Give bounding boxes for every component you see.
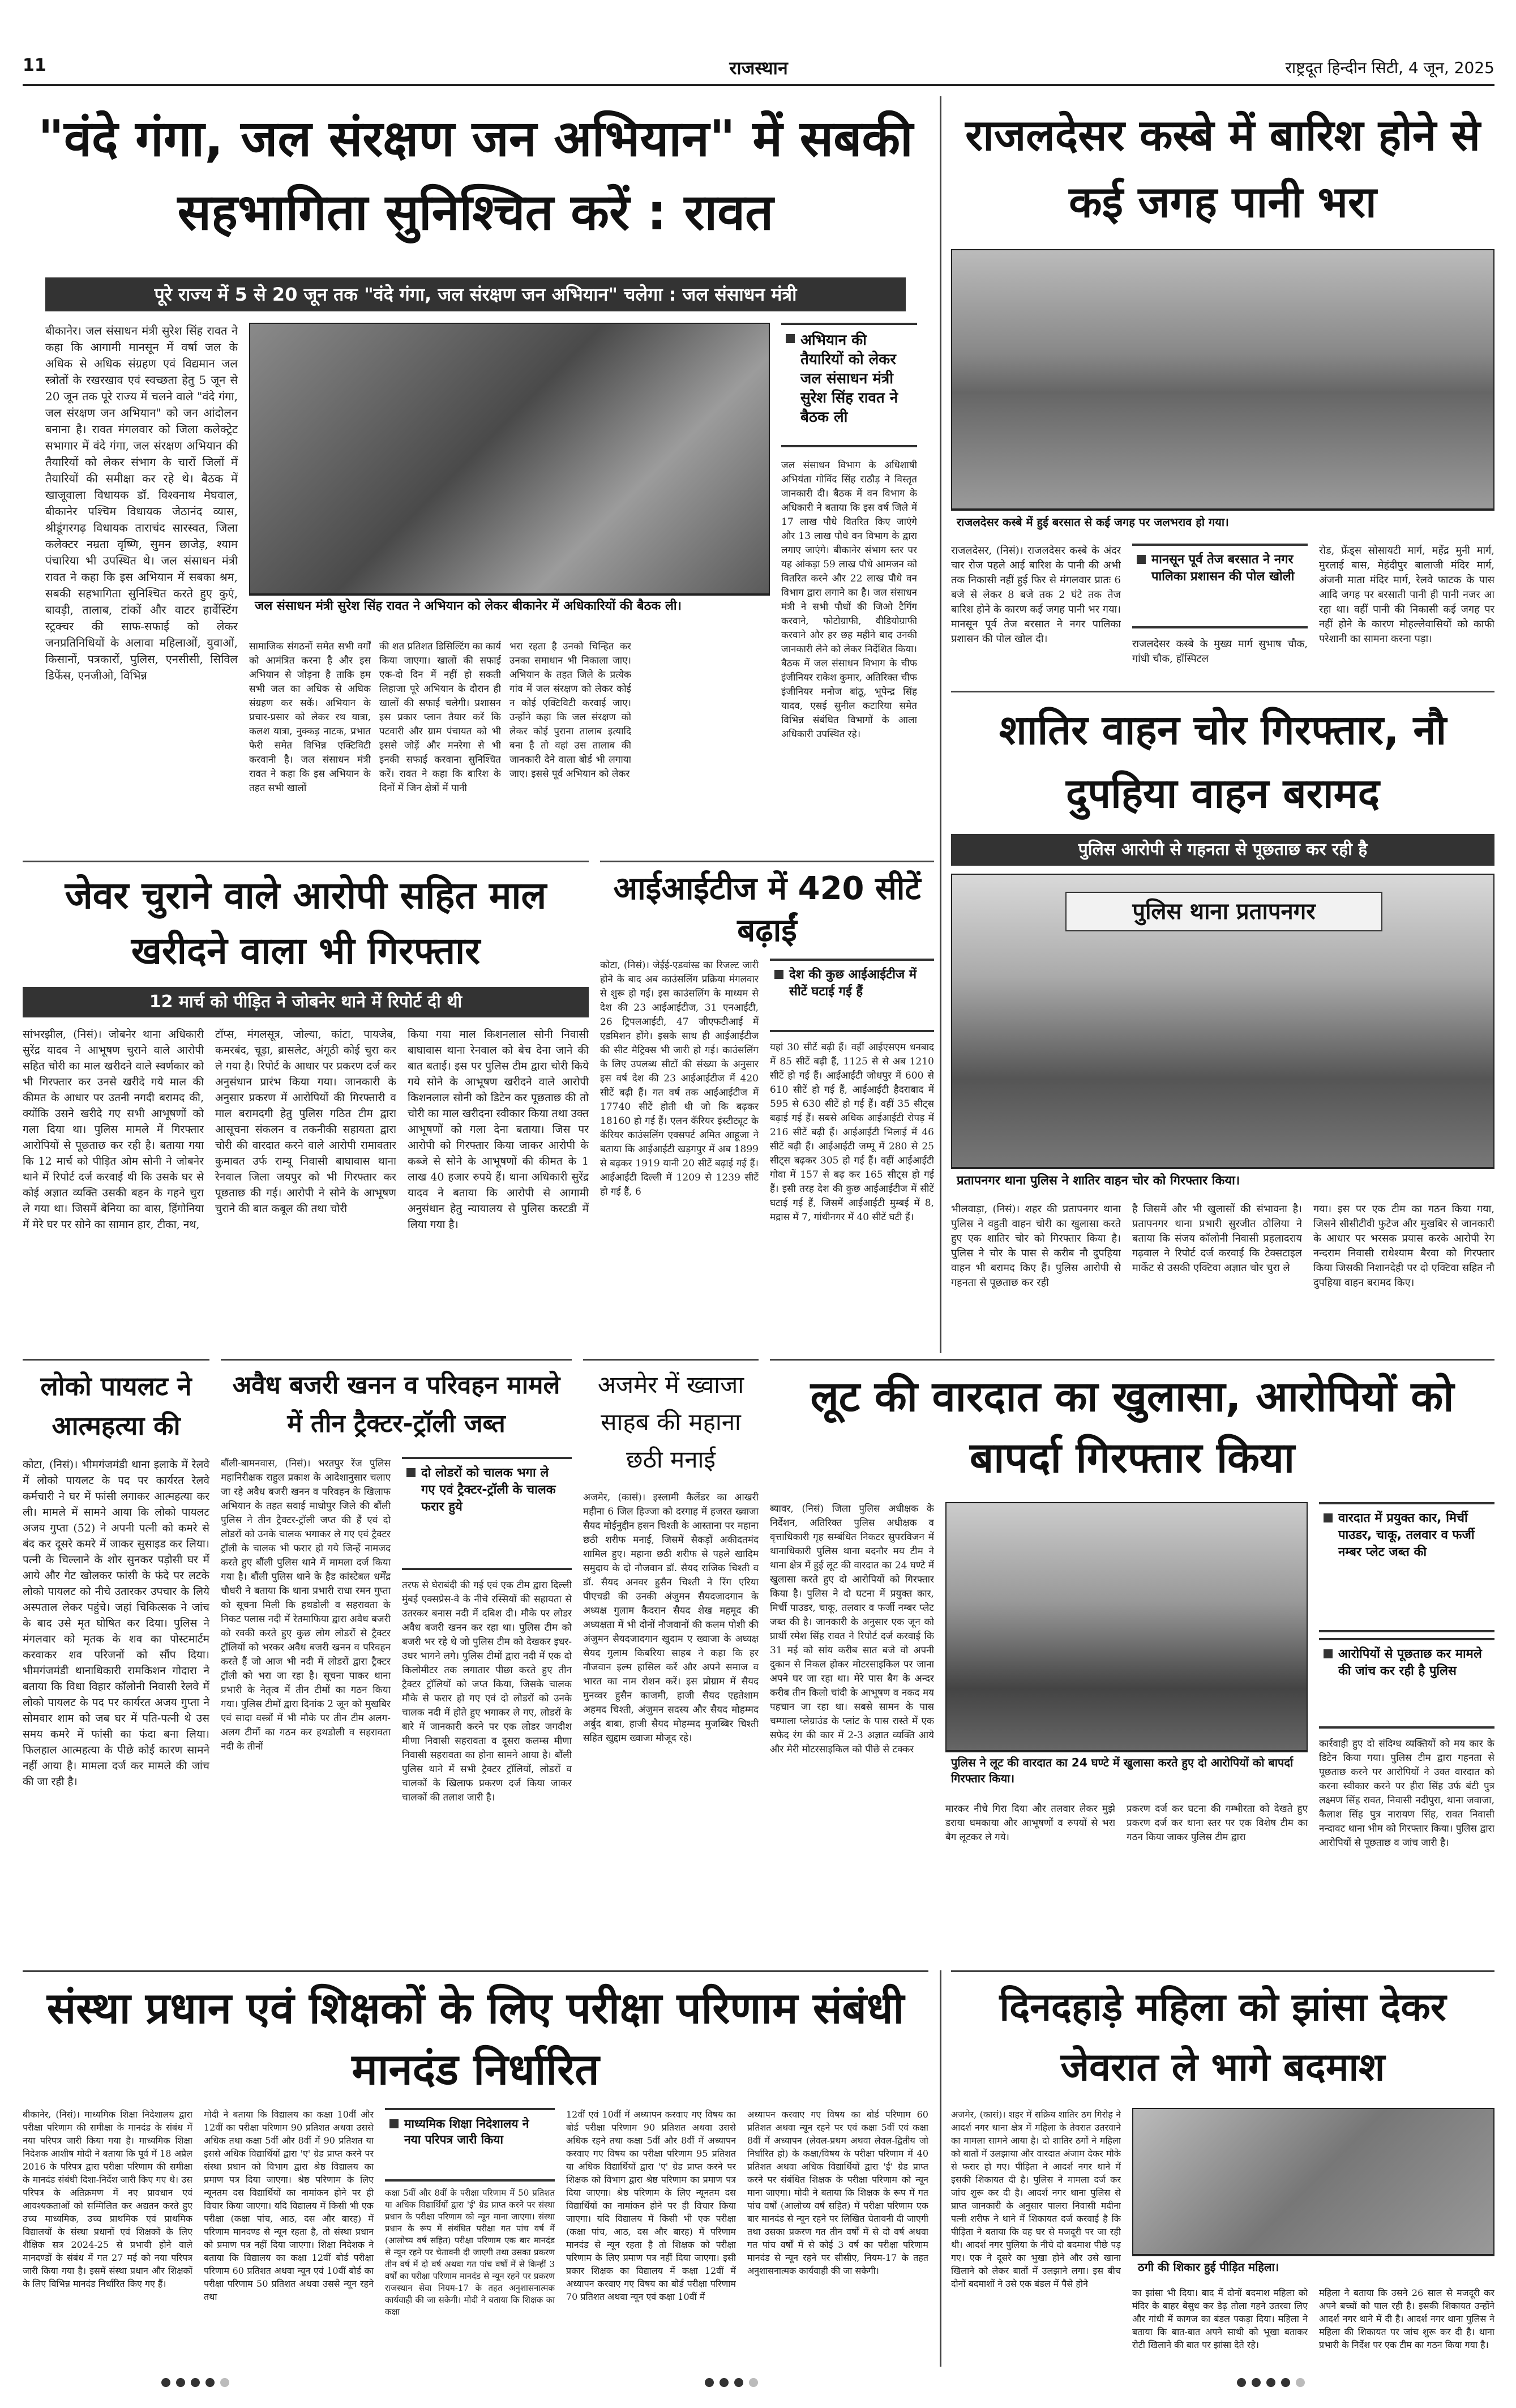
- pull-quote-text: मानसून पूर्व तेज बरसात ने नगर पालिका प्रशासन की पोल खोली: [1151, 553, 1295, 584]
- article-column: कोटा, (निसं)। जेईई-एडवांस्ड का रिजल्ट जारी होने के बाद अब काउंसलिंग प्रक्रिया मंगलवार से शुरू हो गई। इस काउंसलिंग के माध्यम से देश की 23 आईआईटीज, 31 एनआईटी, 26 ट्रिपलआईटी, 47 जीएफटीआई में एडमिशन होंगे। इसके साथ ही आईआईटीज की सीट मैट्रिक्स भी जारी हो गई। काउंसलिंग के लिए उपलब्ध सीटों की संख्या के अनुसार इस वर्ष देश की 23 आईआईटीज में 420 सीटें बढ़ी हैं। गत वर्ष तक आईआईटीज में 17740 सीटें होती थी जो कि बढ़कर 18160 हो गई हैं। एलन कॅरियर इंस्टीट्यूट के कॅरियर काउंसलिंग एक्सपर्ट अमित आहूजा ने बताया कि आईआईटी खड़गपुर में अब 1899 से बढ़कर 1919 यानी 20 सीटें बढ़ाई गई हैं। आईआईटी दिल्ली में 1209 से 1239 सीटें हो गई हैं, 6: [600, 960, 759, 1197]
- article-column: गया। इस पर एक टीम का गठन किया गया, जिसने सीसीटीवी फुटेज और मुखबिर से जानकारी के आधार पर भरसक प्रयास करके आरोपी रेग नन्दराम निवासी राधेश्याम बैरवा को गिरफ्तार किया जिसकी निशानदेही पर दो एक्टिवा सहित नौ दुपहिया वाहन बरामद किए।: [1313, 1203, 1494, 1289]
- article-column: राजलदेसर कस्बे के मुख्य मार्ग सुभाष चौक, गांधी चौक, हॉस्पिटल: [1132, 638, 1308, 665]
- article-column: भरा रहता है उनको चिन्हित कर उनका समाधान भी निकाला जाए। अभियान के तहत जिले के प्रत्येक गांव में जल संरक्षण को लेकर कोई न कोई एक्टिविटी करवाई जाए। उन्होंने कहा कि जल संरक्षण को लेकर कोई पुराना तालाब इत्यादि बना है तो वहां उस तालाब की जानकारी देने वाला बोर्ड भी लगाया जाए। इससे पूर्व अभियान को लेकर: [509, 641, 631, 780]
- article-column: अध्यापन करवाए गए विषय का बोर्ड परिणाम 60 प्रतिशत अथवा न्यून रहने पर एवं कक्षा 5वीं एवं कक्षा 8वीं में अध्यापन (लेवल-प्रथम अथवा लेवल-द्वितीय जो निर्धारित हो) के कक्षा/विषय के परीक्षा परिणाम में 40 प्रतिशत अथवा अधिक विद्यार्थियों द्वारा 'ई' ग्रेड प्राप्त करने पर संबंधित शिक्षक के परीक्षा परिणाम को न्यून माना जाएगा। मोदी ने बताया कि शिक्षक के रूप में गत पांच वर्षों (आलोच्य वर्ष सहित) में परीक्षा परिणाम एक बार मानदंड से न्यून रहने पर लिखित चेतावनी दी जाएगी तथा उसका प्रकरण गत तीन वर्षों में से दो वर्ष अथवा गत पांच वर्षों में से कोई 3 वर्ष का परीक्षा परिणाम मानदंड से न्यून रहने पर सीसीए, नियम-17 के तहत अनुशासनात्मक कार्यवाही की जा सकेगी।: [747, 2109, 928, 2276]
- article-column: सामाजिक संगठनों समेत सभी वर्गों को आमंत्रित करना है और इस अभियान से जोड़ना है ताकि हम सभी जल का अधिक से अधिक संग्रहण कर सकें। अभियान के प्रचार-प्रसार को लेकर रथ यात्रा, कलश यात्रा, नुक्कड़ नाटक, प्रभात फेरी समेत विभिन्न एक्टिविटी करवानी है। जल संसाधन मंत्री रावत ने कहा कि इस अभियान के तहत सभी खालों: [249, 641, 371, 794]
- article-column: रोड, फ्रेंड्स सोसायटी मार्ग, महेंद्र मुनी मार्ग, मुरलाई बास, मेहंदीपुर बालाजी मंदिर मार्ग, अंजनी माता मंदिर मार्ग, रेलवे फाटक के पास आदि जगह पर बरसाती पानी ही पानी नजर आ रहा था। वहीं पानी की निकासी कई जगह पर नहीं होने के कारण मोहल्लेवासियों को काफी परेशानी का सामना करना पड़ा।: [1319, 545, 1494, 645]
- bullet-square-icon: [1324, 1649, 1333, 1658]
- article-column: कोटा, (निसं)। भीमगंजमंडी थाना इलाके में रेलवे में लोको पायलट के पद पर कार्यरत रेलवे कर्मचारी ने घर में फांसी लगाकर आत्महत्या कर ली। मामले में सामने आया कि लोको पायलट अजय गुप्ता (52) ने अपनी पत्नी को कमरे से बंद कर दूसरे कमरे में जाकर सुसाइड कर लिया। पत्नी के चिल्लाने के शोर सुनकर पड़ोसी घर में आये और गेट खोलकर फांसी के फंदे पर लटके लोको पायलट को नीचे उतारकर उपचार के लिये अस्पताल लेकर पहुंचे। जहां चिकित्सक ने जांच के बाद उसे मृत घोषित कर दिया। पुलिस ने मंगलवार को मृतक के शव का पोस्टमार्टम करवाकर शव परिजनों को सौंप दिया। भीमगंजमंडी थानाधिकारी रामकिशन गोदारा ने बताया कि विधा विहार कॉलोनी निवासी रेलवे में लोको पायलट के पद पर कार्यरत अजय गुप्ता ने सोमवार शाम को जब घर में पति-पत्नी थे उस समय कमरे में फांसी का फंदा बना लिया। फिलहाल आत्महत्या के पीछे कोई कारण सामने नहीं आया है। मामला दर्ज कर मामले की जांच की जा रही है।: [23, 1459, 209, 1788]
- article-vehicle-thief: [951, 691, 1494, 1353]
- footer-dots-left: [159, 2378, 272, 2395]
- article-loco-pilot: [23, 1359, 209, 1965]
- article-column: की शत प्रतिशत डिसिल्टिंग का कार्य किया जाएगा। खालों की सफाई एक-दो दिन में नहीं हो सकती लिहाजा पूरे अभियान के दौरान ही खालों की सफाई चलेगी। प्रशासन इस प्रकार प्लान तैयार करें कि पटवारी और ग्राम पंचायत को भी इससे जोड़ें और मनरेगा से भी इनकी सफाई करवाना सुनिश्चित करें। रावत ने कहा कि बारिश के दिनों में जिन क्षेत्रों में पानी: [379, 641, 501, 794]
- article-column: यहां 30 सीटें बढ़ी हैं। वहीं आईएसएम धनबाद में 85 सीटें बढ़ी हैं, 1125 से से अब 1210 सीटें हो गई हैं। आईआईटी जोधपुर में 600 से 610 सीटें हो गई हैं, आईआईटी हैदराबाद में 595 से 630 सीटें हो गई हैं। वहीं 35 सीट्स बढ़ाई गई हैं। सबसे अधिक आईआईटी रोपड़ में 216 सीटें बढ़ी हैं। आईआईटी भिलाई में 46 सीटें बढ़ी हैं। आईआईटी जम्मू में 280 से 25 सीट्स बढ़कर 305 हो गई हैं। वहीं आईआईटी गोवा में 157 से बढ़ कर 165 सीट्स हो गई हैं। इसी तरह देश की कुछ आईआईटीज में सीटें घटाई गई हैं, जिसमें आईआईटी मुम्बई में 8, मद्रास में 7, गांधीनगर में 40 सीटें घटी हैं।: [770, 1042, 934, 1223]
- article-ajmer-chhati: [583, 1359, 759, 1965]
- footer-dots-right: [1234, 2378, 1347, 2395]
- article-column: कक्षा 5वीं और 8वीं के परीक्षा परिणाम में 50 प्रतिशत या अधिक विद्यार्थियों द्वारा 'ई' ग्रेड प्राप्त करने पर संस्था प्रधान के परीक्षा परिणाम को न्यून माना जाएगा। संस्था प्रधान के रूप में संबंधित परीक्षा गत पांच वर्ष में (आलोच्य वर्ष सहित) परीक्षा परिणाम एक बार मानदंड से न्यून रहने पर चेतावनी दी जाएगी तथा उसका प्रकरण तीन वर्ष में दो वर्ष अथवा गत पांच वर्षों में से किन्हीं 3 वर्षों का परीक्षा परिणाम मानदंड से न्यून रहने पर प्रकरण राजस्थान सेवा नियम-17 के तहत अनुशासनात्मक कार्यवाही की जा सकेगी। मोदी ने बताया कि शिक्षक का कक्षा: [385, 2188, 555, 2317]
- article-headline: अवैध बजरी खनन व परिवहन मामले में तीन ट्रैक्टर-ट्रॉली जब्त: [232, 1371, 560, 1438]
- article-headline: राजलदेसर कस्बे में बारिश होने से कई जगह पानी भरा: [965, 110, 1480, 227]
- photo-caption: पुलिस ने लूट की वारदात का 24 घण्टे में खुलासा करते हुए दो आरोपियों को बापर्दा गिरफ्तार किया।: [945, 1751, 1308, 1791]
- article-headline: जेवर चुराने वाले आरोपी सहित माल खरीदने वाला भी गिरफ्तार: [65, 874, 547, 973]
- section-name: राजस्थान: [729, 57, 788, 79]
- article-headline: "वंदे गंगा, जल संरक्षण जन अभियान" में सबकी सहभागिता सुनिश्चित करें : रावत: [38, 109, 913, 241]
- article-column: सांभरझील, (निसं)। जोबनेर थाना अधिकारी सुरेंद्र यादव ने आभूषण चुराने वाले आरोपी सहित चोरी का माल खरीदने वाले स्वर्णकार को भी गिरफ्तार कर उनसे खरीदे गये माल की कीमत के आधार पर उतनी नगदी बरामद की, क्योंकि उसने खरीदे गए सभी आभूषणों को गला दिया था। पुलिस मामले में गिरफ्तार आरोपियों से पूछताछ कर रही है। बताया गया कि 12 मार्च को पीड़ित ओम सोनी ने जोबनेर थाने में रिपोर्ट दर्ज करवाई थी कि उसके घर से कोई अज्ञात व्यक्ति उसकी बहन के गहने चुरा ले गया था। जिसमें बेनिया का बास, हिंगोनिया में मेरे घर पर सोने का सामान हार, टीका, नथ,: [23, 1028, 204, 1231]
- page-number: 11: [23, 55, 46, 75]
- pull-quote: [770, 959, 934, 1032]
- article-headline: लूट की वारदात का खुलासा, आरोपियों को बापर्दा गिरफ्तार किया: [810, 1372, 1454, 1482]
- article-headline: आईआईटीज में 420 सीटें बढ़ाईं: [613, 870, 921, 949]
- flood-photo: [951, 249, 1494, 510]
- article-column: महिला ने बताया कि उसने 26 साल से मजदूरी कर अपने बच्चों को पाल रही है। इसकी शिकायत उन्होंने आदर्श नगर थाने में दी है। आदर्श नगर थाना पुलिस ने महिला की शिकायत पर जांच शुरू कर दी है। थाना प्रभारी के निर्देश पर एक टीम का गठन किया गया है।: [1319, 2287, 1494, 2350]
- pull-quote-text: देश की कुछ आईआईटीज में सीटें घटाई गई हैं: [789, 968, 917, 999]
- bullet-square-icon: [774, 970, 783, 979]
- pull-quote: [1319, 1638, 1494, 1729]
- article-photo: [1132, 2108, 1494, 2278]
- article-rain: [951, 96, 1494, 685]
- bullet-square-icon: [1137, 555, 1146, 564]
- victim-photo: [1132, 2108, 1494, 2255]
- article-column: ब्यावर, (निसं) जिला पुलिस अधीक्षक के निर्देशन, अतिरिक्त पुलिस अधीक्षक व वृत्ताधिकारी गृह सम्बंधित निकटर सुपरविजन में थानाधिकारी पुलिस थाना बदनौर मय टीम ने थाना क्षेत्र में हुई लूट की वारदात का 24 घण्टे में खुलासा करते हुए दो आरोपियों को गिरफ्तार किया है। पुलिस ने दो घटना में प्रयुक्त कार, मिर्ची पाउडर, चाकू, तलवार व फर्जी नम्बर प्लेट जब्त की है। जानकारी के अनुसार एक जून को प्रार्थी रमेश सिंह रावत ने रिपोर्ट दर्ज करवाई कि 31 मई को सांय करीब सात बजे वो अपनी दुकान से निकल होकर मोटरसाइकिल पर जाना अपने घर जा रहा था। मेरे पास बैग के अन्दर करीब तीन किलो चांदी के आभूषण व नकद मय पहचान जा रहा था। सबसे सामन के पास चम्पाला प्लेग्राउंड के प्लांट के पास रास्ते में एक सफेद रंग की कार में 2-3 अज्ञात व्यक्ति आये और मेरी मोटरसाइकिल को पीछे से टक्कर: [770, 1503, 934, 1755]
- photo-caption: प्रतापनगर थाना पुलिस ने शातिर वाहन चोर को गिरफ्तार किया।: [951, 1168, 1494, 1193]
- bullet-square-icon: [786, 334, 795, 343]
- article-column: टॉप्स, मंगलसूत्र, जोल्या, कांटा, पायजेब, कमरबंद, चूड़ा, ब्रासलेट, अंगूठी कोई चुरा कर ले गया है। रिपोर्ट के आधार पर प्रकरण दर्ज कर अनुसंधान प्रारंभ किया गया। जानकारी के अनुसार प्रकरण में आरोपियों की गिरफ्तारी व माल बरामदगी हेतु पुलिस गठित टीम द्वारा आसूचना संकलन व तकनीकी सहायता द्वारा चोरी की वारदात करने वाले आरोपी रामावतार कुमावत उर्फ राम्यू निवासी बाघावास थाना रेनवाल जिला जयपुर को भी गिरफ्तार कर पूछताछ की गई। आरोपी ने सोने के आभूषण चुराने की बात कबूल की तथा चोरी: [215, 1028, 396, 1215]
- page-footer-registration-marks: [159, 2378, 1347, 2395]
- column-divider: [940, 96, 941, 1353]
- article-jewelry-theft: [23, 861, 589, 1353]
- bullet-square-icon: [406, 1468, 416, 1477]
- article-column: राजलदेसर, (निसं)। राजलदेसर कस्बे के अंदर चार रोज पहले आई बारिश के पानी की अभी तक निकासी नहीं हुई फिर से मंगलवार प्रातः 6 बजे से लेकर 8 बजे तक 2 घंटे तक तेज बारिश होने के कारण कई जगह पानी भर गया। मानसून पूर्व तेज बरसात ने नगर पालिका प्रशासन की पोल खोल दी।: [951, 545, 1121, 645]
- article-headline: लोको पायलट ने आत्महत्या की: [40, 1371, 192, 1441]
- article-headline: संस्था प्रधान एवं शिक्षकों के लिए परीक्षा परिणाम संबंधी मानदंड निर्धारित: [46, 1983, 905, 2094]
- article-banner: 12 मार्च को पीड़ित ने जोबनेर थाने में रिपोर्ट दी थी: [23, 987, 589, 1017]
- article-column: अजमेर, (कासं)। शहर में सक्रिय शातिर ठग गिरोह ने आदर्श नगर थाना क्षेत्र में महिला के तेवरात उतरवाने का मामला सामने आया है। दो शातिर ठगों ने महिला को बातों में उलझाया और वारदात अंजाम देकर मौके से फरार हो गए। पीड़िता ने आदर्श नगर थाने में इसकी शिकायत दी है। पुलिस ने मामला दर्ज कर जांच शुरू कर दी है। आदर्श नगर थाना पुलिस से प्राप्त जानकारी के अनुसार पालरा निवासी मदीना पत्नी शरीफ ने थाने में शिकायत दर्ज करवाई है कि पीड़िता ने बताया कि वह घर से मजदूरी पर जा रही थी। आदर्श नगर पुलिया के नीचे दो बदमाश पीछे पड़ गए। एक ने दूसरे का भुखा होने और उसे खाना खिलाने को लेकर बातों में उलझाने लगा। इस बीच दोनों बदमाशों ने उसे एक बंडल में पैसे होने: [951, 2109, 1121, 2289]
- pull-quote: [402, 1457, 572, 1570]
- article-column: बौंली-बामनवास, (निसं)। भरतपुर रेंज पुलिस महानिरीक्षक राहुल प्रकाश के आदेशानुसार चलाए जा रहे अवैध बजरी खनन व परिवहन के खिलाफ अभियान के तहत सवाई माधोपुर जिले की बौंली पुलिस ने तीन ट्रैक्टर-ट्रॉली जप्त की हैं एवं दो लोडरों को उनके चालक भगाकर ले गए एवं ट्रैक्टर ट्रॉली के चालक भी फरार हो गये जिन्हें नामजद करते हुए बौंली पुलिस थाने में मामला दर्ज किया गया है। बौंली पुलिस थाने के हैड कांस्टेबल धर्मेंद्र चौधरी ने बताया कि थाना प्रभारी राधा रमन गुप्ता को सूचना मिली कि हथडोली व सहरावता के निकट पलास नदी में रेतमाफिया द्वारा अवैध बजरी को रवकी करते हुए कुछ लोग लोडरों से ट्रैक्टर ट्रॉलियों को भरकर अवैध बजरी खनन व परिवहन करते हैं जो आज भी नदी में लोडरों द्वारा ट्रैक्टर ट्रॉली को भरा जा रहा है। सूचना पाकर थाना प्रभारी के नेतृत्व में तीन टीमों का गठन किया गया। पुलिस टीमों द्वारा दिनांक 2 जून को मुखबिर एवं सादा वस्त्रों में भी मौके पर तीन टीम अलग-अलग टीमों का गठन कर हथडोली व सहरावता नदी के तीनों: [221, 1458, 391, 1752]
- pull-quote: [781, 323, 917, 447]
- article-banner: पुलिस आरोपी से गहनता से पूछताछ कर रही है: [951, 834, 1494, 866]
- article-robbery: [770, 1359, 1494, 1965]
- pull-quote-text: दो लोडरों को चालक भगा ले गए एवं ट्रैक्टर-ट्रॉली के चालक फरार हुये: [421, 1466, 556, 1514]
- article-column: किया गया माल किशनलाल सोनी निवासी बाघावास थाना रेनवाल को बेच देना जाने की बात बताई। इस पर पुलिस टीम द्वारा चोरी किये गये सोने के आभूषण खरीदने वाले आरोपी किशनलाल सोनी को डिटेन कर पूछताछ की तो चोरी का माल खरीदना स्वीकार किया तथा उक्त आभूषणों को गला देना बताया। जिस पर आरोपी को गिरफ्तार किया जाकर आरोपी के कब्जे से सोने के आभूषणों की कीमत के 1 लाख 40 हजार रुपये हैं। थाना अधिकारी सुरेंद्र यादव ने बताया कि आरोपी से आगामी अनुसंधान हेतु न्यायालय से पुलिस कस्टडी में लिया गया है।: [408, 1028, 589, 1231]
- pull-quote-text: अभियान की तैयारियों को लेकर जल संसाधन मंत्री सुरेश सिंह रावत ने बैठक ली: [800, 332, 898, 426]
- article-column: 12वीं एवं 10वीं में अध्यापन करवाए गए विषय का बोर्ड परीक्षा परिणाम 90 प्रतिशत अथवा उससे अधिक रहने तथा कक्षा 5वीं और 8वीं में अध्यापन करवाए गए विषय का परीक्षा परिणाम 95 प्रतिशत या अधिक विद्यार्थियों द्वारा 'ए' ग्रेड प्राप्त करने पर शिक्षक को विभाग द्वारा श्रेष्ठ परिणाम का प्रमाण पत्र दिया जाएगा। श्रेष्ठ परिणाम के लिए न्यूनतम दस विद्यार्थियों का नामांकन होने पर ही विचार किया जाएगा। यदि विद्यालय में किसी भी एक परीक्षा (कक्षा पांच, आठ, दस और बारह) में परिणाम मानदंड से न्यून रहता है तो शिक्षक को परीक्षा परिणाम के लिए प्रमाण पत्र नहीं दिया जाएगा। इसी प्रकार शिक्षक का विद्यालय में कक्षा 12वीं में अध्यापन करवाए गए विषय का बोर्ड परीक्षा परिणाम 70 प्रतिशत अथवा न्यून एवं कक्षा 10वीं में: [566, 2109, 736, 2302]
- article-column: कार्रवाही हुए दो संदिग्ध व्यक्तियों को मय कार के डिटेन किया गया। पुलिस टीम द्वारा गहनता से पूछताछ करने पर आरोपियों ने उक्त वारदात को करना स्वीकार करने पर हीरा सिंह उर्फ बंटी पुत्र लक्ष्मण सिंह रावत, निवासी नदीपुरा, थाना जवाजा, कैलाश सिंह पुत्र नारायण सिंह, रावत निवासी नन्दावट थाना भीम को गिरफ्तार किया। पुलिस द्वारा आरोपियों से पूछताछ व जांच जारी है।: [1319, 1738, 1494, 1849]
- article-column: का झांसा भी दिया। बाद में दोनों बदमाश महिला को मंदिर के बाहर बेसुध कर डेढ़ तोला गहने उतरवा लिए और गांधी में कागज का बंडल पकड़ा दिया। महिला ने बताया कि बात-बात अपने साथी को भूखा बताकर रोटी खिलाने की बात पर झांसा देते रहे।: [1132, 2287, 1308, 2350]
- article-iit-seats: [600, 861, 934, 1353]
- photo-caption: ठगी की शिकार हुई पीड़ित महिला।: [1132, 2255, 1494, 2278]
- article-water-campaign: [23, 96, 928, 855]
- article-photo: [249, 323, 770, 628]
- article-photo: [945, 1502, 1308, 1791]
- pull-quote-text: वारदात में प्रयुक्त कार, मिर्ची पाउडर, चाकू, तलवार व फर्जी नम्बर प्लेट जब्त की: [1338, 1511, 1475, 1559]
- article-column: मोदी ने बताया कि विद्यालय का कक्षा 10वीं और 12वीं का परीक्षा परिणाम 90 प्रतिशत अथवा उससे अधिक तथा कक्षा 5वीं और 8वीं में 90 प्रतिशत या इससे अधिक विद्यार्थियों द्वारा 'ए' ग्रेड प्राप्त करने पर संस्था प्रधान को विभाग द्वारा श्रेष्ठ विद्यालय का प्रमाण पत्र दिया जाएगा। श्रेष्ठ परिणाम के लिए न्यूनतम दस विद्यार्थियों का नामांकन होने पर ही विचार किया जाएगा। यदि विद्यालय में किसी भी एक परीक्षा (कक्षा पांच, आठ, दस और बारह) में परिणाम मानदण्ड से न्यून रहता है, तो संस्था प्रधान को प्रमाण पत्र नहीं दिया जाएगा। शिक्षा निदेशक ने बताया कि विद्यालय का कक्षा 12वीं बोर्ड परीक्षा परिणाम 60 प्रतिशत अथवा न्यून एवं 10वीं बोर्ड का परीक्षा परिणाम 50 प्रतिशत अथवा उससे न्यून रहने तथा: [204, 2109, 374, 2302]
- photo-caption: जल संसाधन मंत्री सुरेश सिंह रावत ने अभियान को लेकर बीकानेर में अधिकारियों की बैठक ली।: [249, 594, 770, 628]
- article-column: प्रकरण दर्ज कर घटना की गम्भीरता को देखते हुए प्रकरण दर्ज कर थाना स्तर पर एक विशेष टीम का गठन किया जाकर पुलिस टीम द्वारा: [1127, 1803, 1308, 1843]
- article-exam-norms: [23, 1970, 928, 2367]
- article-column: है जिसमें और भी खुलासों की संभावना है। प्रतापनगर थाना प्रभारी सुरजीत ठोलिया ने बताया कि संजय कॉलोनी निवासी प्रहलादराय गढ़वाल ने रिपोर्ट दर्ज करवाई कि टेक्सटाइल मार्केट से उसकी एक्टिवा अज्ञात चोर चुरा ले: [1132, 1203, 1302, 1274]
- footer-dots-mid: [702, 2378, 815, 2395]
- bullet-square-icon: [389, 2119, 399, 2128]
- article-headline: दिनदहाड़े महिला को झांसा देकर जेवरात ले भागे बदमाश: [999, 1985, 1446, 2090]
- masthead-date: राष्ट्रदूत हिन्दीन सिटी, 4 जून, 2025: [1285, 58, 1494, 77]
- article-column: जल संसाधन विभाग के अधिशाषी अभियंता गोविंद सिंह राठौड़ ने विस्तृत जानकारी दी। बैठक में वन विभाग के अधिकारी ने बताया कि इस वर्ष जिले में 17 लाख पौधे वितरित किए जाएंगे और 13 लाख पौधे वन विभाग के द्वारा लगाए जाएंगे। बीकानेर संभाग स्तर पर यह आंकड़ा 59 लाख पौधे आमजन को वितरित करने और 22 लाख पौधे वन विभाग द्वारा लगाने का है। जल संसाधन मंत्री ने सभी पौधों की जिओ टैगिंग करवाने, फोटोग्राफी, वीडियोग्राफी करवाने और हर छह महीने बाद उनकी जानकारी लेने को लेकर निर्देशित किया। बैठक में जल संसाधन विभाग के चीफ इंजीनियर राकेश कुमार, अतिरिक्त चीफ इंजीनियर मनोज बांठू, भूपेन्द्र सिंह यादव, एसई सुनील कटारिया समेत विभिन्न संबंधित विभागों के आला अधिकारी उपस्थित रहे।: [781, 460, 917, 740]
- article-headline: शातिर वाहन चोर गिरफ्तार, नौ दुपहिया वाहन बरामद: [999, 706, 1447, 817]
- article-column: बीकानेर। जल संसाधन मंत्री सुरेश सिंह रावत ने कहा कि आगामी मानसून में वर्षा जल के अधिक से अधिक संग्रहण एवं विद्यमान जल स्त्रोतों के रखरखाव एवं स्वच्छता हेतु 5 जून से 20 जून तक पूरे राज्य में चलने वाले "वंदे गंगा, जल संरक्षण जन अभियान" को जन आंदोलन बनाना है। रावत मंगलवार को जिला कलेक्ट्रेट सभागार में वंदे गंगा, जल संरक्षण अभियान की तैयारियों को लेकर संभाग के चारों जिलों में तैयारियों की समीक्षा कर रहे थे। बैठक में खाजूवाला विधायक डॉ. विश्वनाथ मेघवाल, बीकानेर पश्चिम विधायक जेठानंद व्यास, श्रीडूंगरगढ़ विधायक ताराचंद सारस्वत, जिला कलेक्टर नम्रता वृष्णि, सुमन छाजेड़, श्याम पंचारिया भी उपस्थित थे। जल संसाधन मंत्री रावत ने कहा कि इस अभियान में सबका श्रम, सबकी सहभागिता सुनिश्चित करते हुए कुएं, बावड़ी, तालाब, टांकों और वाटर हार्वेस्टिंग स्ट्रक्चर की साफ-सफाई को लेकर जनप्रतिनिधियों के अलावा महिलाओं, युवाओं, किसानों, पत्रकारों, पुलिस, एनसीसी, सिविल डिफेंस, एनजीओ, विभिन्न: [45, 324, 238, 682]
- article-headline: अजमेर में ख्वाजा साहब की महाना छठी मनाई: [597, 1371, 744, 1473]
- article-woman-cheated: [951, 1970, 1494, 2367]
- article-column: तरफ से घेराबंदी की गई एवं एक टीम द्वारा दिल्ली मुंबई एक्सप्रेस-वे के नीचे रस्सियों की सहायता से उतरकर बनास नदी में दबिश दी। मौके पर लोडर अवैध बजरी खनन कर रहा था। पुलिस टीम को बजरी भर रहे थे जो पुलिस टीम को देखकर इधर-उधर भागने लगे। पुलिस टीमों द्वारा नदी में एक दो किलोमीटर तक लगातार पीछा करते हुए तीन ट्रैक्टर ट्रॉलियों को जप्त किया, जिसके चालक मौके से फरार हो गए एवं दो लोडरों को उनके चालक नदी में होते हुए भगाकर ले गए, लोडरों के बारे में जानकारी करने पर एक लोडर जगदीश मीणा निवासी सहरावता व दूसरा कलम्स मीणा निवासी सहरावता का होना सामने आया है। बौंली पुलिस थाने में सभी ट्रैक्टर ट्रॉलियों, लोडरों व चालकों के खिलाफ प्रकरण दर्ज किया जाकर चालकों की तलाश जारी है।: [402, 1580, 572, 1803]
- station-sign: पुलिस थाना प्रतापनगर: [1065, 892, 1382, 931]
- pull-quote: [385, 2108, 555, 2182]
- arrest-photo: [945, 1502, 1308, 1751]
- article-column: मारकर नीचे गिरा दिया और तलवार लेकर मुझे डराया धमकाया और आभूषणों व रुपयों से भरा बैग लूटकर ले गये।: [945, 1803, 1115, 1843]
- article-banner: पूरे राज्य में 5 से 20 जून तक "वंदे गंगा, जल संरक्षण जन अभियान" चलेगा : जल संसाधन मंत्री: [45, 277, 906, 311]
- meeting-photo: [249, 323, 770, 594]
- column-divider: [940, 1970, 941, 2367]
- pull-quote-text: माध्यमिक शिक्षा निदेशालय ने नया परिपत्र जारी किया: [404, 2117, 529, 2146]
- article-column: अजमेर, (कासं)। इस्लामी कैलेंडर का आखरी महीना 6 जिल हिज्जा को दरगाह में हजरत ख्वाजा सैयद मोईनुद्दीन हसन चिश्ती के आस्ताना पर महाना छठी शरीफ मनाई, जिसमें सैकड़ों अकीदतमंद शामिल हुए। महाना छठी शरीफ से पहले खादिम समुदाय के दो नौजवान डॉ. सैयद राजिक चिश्ती व डॉ. सैयद अनवर हुसैन चिश्ती ने रिंग एरिया पीएचडी की उनकी अंजुमन सैयदजादगान के अध्यक्ष गुलाम कैदरान सैयद शेख महमूद की अध्यक्षता में भी दोनों नौजवानों की कलम पोशी की अंजुमन सैयदजादगान खुदाम ए ख्वाजा के अध्यक्ष सैयद गुलाम किबरिया साहब ने कहा कि हर नौजवान इल्म हासिल करें और अपने समाज व भारत का नाम रोशन करें। इस प्रोग्राम में सैयद मुनव्वर हुसैन काजमी, हाजी सैयद एहतेशाम अहमद चिश्ती, अंजुमन सदस्य और सैयद मोहम्मद अर्बुद बाबा, हाजी सैयद मोहम्मद मुजब्बिर चिश्ती सहित खुद्दाम ख्वाजा मौजूद रहे।: [583, 1492, 759, 1744]
- photo-caption: राजलदेसर कस्बे में हुई बरसात से कई जगह पर जलभराव हो गया।: [951, 510, 1494, 532]
- pull-quote-text: आरोपियों से पूछताछ कर मामले की जांच कर रही है पुलिस: [1338, 1647, 1482, 1678]
- article-column: भीलवाड़ा, (निसं)। शहर की प्रतापनगर थाना पुलिस ने वहुती वाहन चोरी का खुलासा करते हुए एक शातिर चोर को गिरफ्तार किया है। पुलिस ने चोर के पास से करीब नौ दुपहिया वाहन भी बरामद किए हैं। पुलिस आरोपी से गहनता से पूछताछ कर रही: [951, 1203, 1121, 1289]
- article-column: बीकानेर, (निसं)। माध्यमिक शिक्षा निदेशालय द्वारा परीक्षा परिणाम की समीक्षा के मानदंड के संबंध में नया परिपत्र जारी किया गया है। माध्यमिक शिक्षा निदेशक आशीष मोदी ने बताया कि पूर्व में 18 अप्रैल 2016 के परिपत्र द्वारा परीक्षा परिणाम की समीक्षा के मानदंड संबंधी दिशा-निर्देश जारी किए गए थे। उस परिपत्र के अतिक्रमण में नए प्रावधान एवं आवश्यकताओं को सम्मिलित कर अद्यतन करते हुए उच्च माध्यमिक, उच्च प्राथमिक एवं प्राथमिक विद्यालयों के संस्था प्रधानों एवं शिक्षकों के लिए शैक्षिक सत्र 2024-25 से प्रभावी होने वाले मानदण्डों के संबंध में गत 27 मई को नया परिपत्र जारी किया गया है। इसमें संस्था प्रधान और शिक्षकों के लिए विभिन्न मानदंड निर्धारित किए गए हैं।: [23, 2109, 192, 2289]
- pull-quote: [1132, 544, 1308, 628]
- police-station-photo: [951, 874, 1494, 1168]
- bullet-square-icon: [1324, 1513, 1333, 1522]
- pull-quote: [1319, 1502, 1494, 1632]
- article-illegal-mining: [221, 1359, 572, 1965]
- page-header: [23, 50, 1494, 86]
